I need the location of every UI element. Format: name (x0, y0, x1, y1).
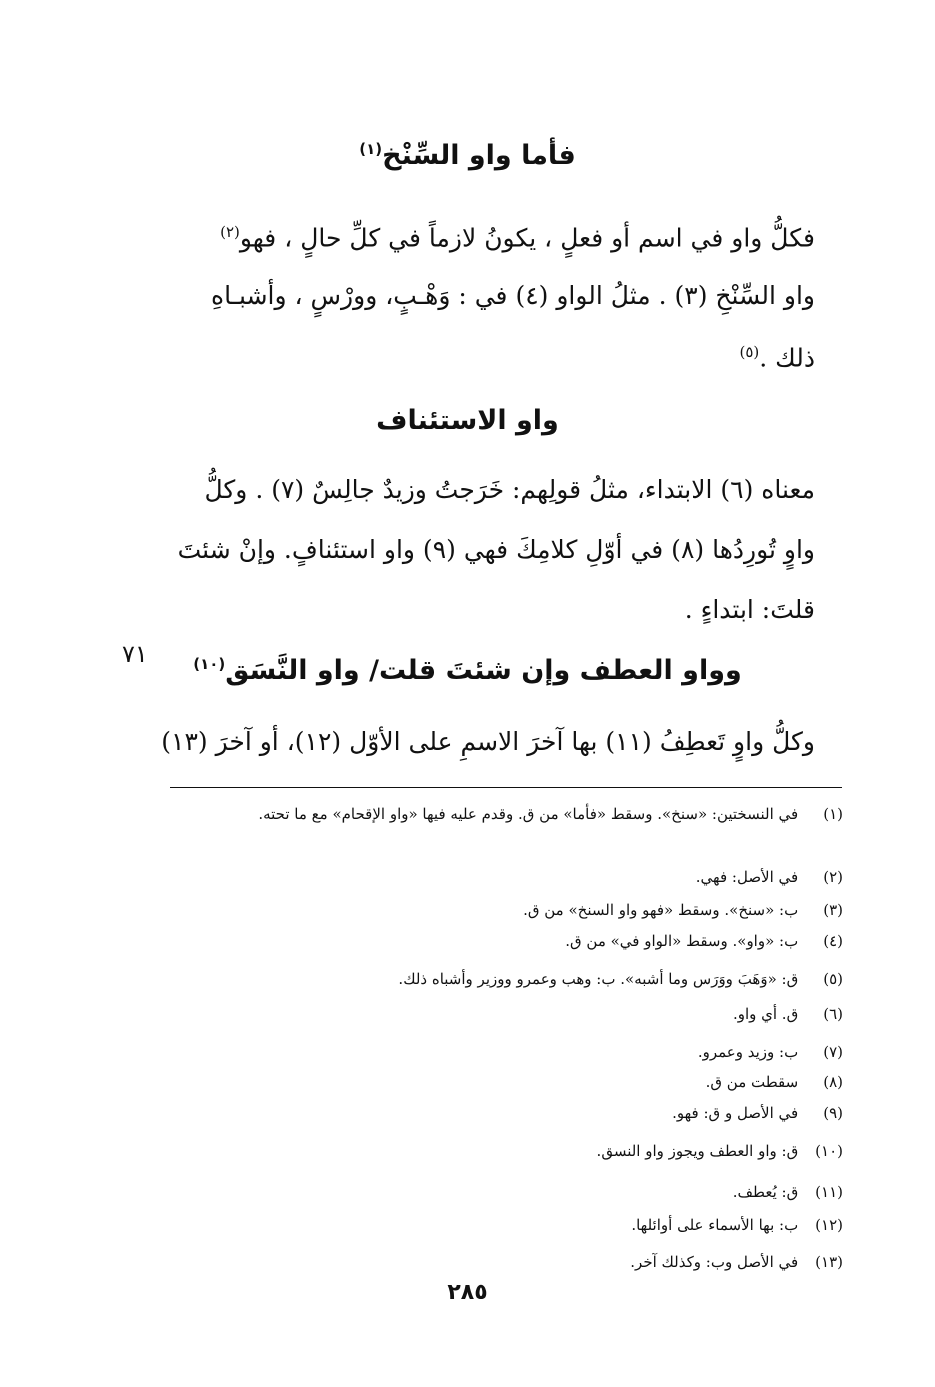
footnote: (١١) ق: يُعطف. (732, 1183, 843, 1201)
heading-text: وواو العطف وإن شئتَ قلت/ واو النَّسَق (225, 655, 742, 686)
footnote: (٦) ق. أي واو. (732, 1005, 843, 1023)
footnote: (٩) في الأصل و ق: فهو. (672, 1104, 843, 1122)
footnote: (١) في النسختين: «سنخ». وسقط «فأما» من ق. وقدم عليه فيها «واو الإقحام» مع ما تحته. (258, 805, 843, 823)
footnote: (١٣) في الأصل وب: وكذلك آخر. (630, 1253, 843, 1271)
footnote-marker: (١) (359, 140, 383, 158)
footnote-marker: (٢) (220, 223, 240, 241)
section-heading-atf (0, 655, 935, 686)
footnote-marker: (٥) (739, 343, 760, 361)
section-heading-sinkh (0, 140, 935, 171)
footnote: (١٢) ب: بها الأسماء على أوائلها. (631, 1216, 843, 1234)
body-line: وكلُّ واوٍ تَعطِفُ (١١) بها آخرَ الاسمِ على الأوّل (١٢)، أو آخرَ (١٣) (161, 727, 815, 756)
page-number: ٢٨٥ (447, 1280, 488, 1305)
footnote: (١٠) ق: واو العطف ويجوز واو النسق. (596, 1142, 843, 1160)
heading-text: فأما واو السِّنْخ (382, 140, 576, 171)
footnote-divider (170, 787, 842, 788)
footnote-marker: (١٠) (193, 655, 226, 673)
section-heading-istinaf: واو الاستئناف (376, 405, 559, 436)
footnote: (٢) في الأصل: فهي. (695, 868, 843, 886)
footnote: (٤) ب: «واو». وسقط «الواو في» من ق. (565, 932, 843, 950)
margin-folio-number: ٧١ (122, 640, 148, 668)
footnote: (٣) ب: «سنخ». وسقط «فهو واو السنخ» من ق. (523, 901, 843, 919)
body-line: واوٍ تُورِدُها (٨) في أوّلِ كلامِكَ فهي (٩) واو استئنافٍ. وإنْ شئتَ (177, 535, 815, 564)
body-line: فكلُّ واو في اسم أو فعلٍ ، يكونُ لازماً في كلِّ حالٍ ، فهو$^{(٢)}$ (220, 223, 815, 253)
body-line: معناه (٦) الابتداء، مثلُ قولِهم: خَرَجتُ وزيدٌ جالِسٌ (٧) . وكلُّ (204, 475, 815, 504)
body-line: واو السِّنْخِ (٣) . مثلُ الواو (٤) في : وَهْـبٍ، وورْسٍ ، وأشبـاهِ (211, 281, 815, 310)
footnote: (٧) ب: وزيد وعمرو. (697, 1043, 843, 1061)
body-line: قلتَ: ابتداءٍ . (684, 595, 815, 624)
footnote: (٨) سقطت من ق. (705, 1073, 843, 1091)
footnote: (٥) ق: «وَهَبَ ووَرَس وما أشبه». ب: وهب وعمرو ووزير وأشباه ذلك. (398, 970, 843, 988)
body-line: ذلك .$^{(٥)}$ (739, 343, 815, 373)
